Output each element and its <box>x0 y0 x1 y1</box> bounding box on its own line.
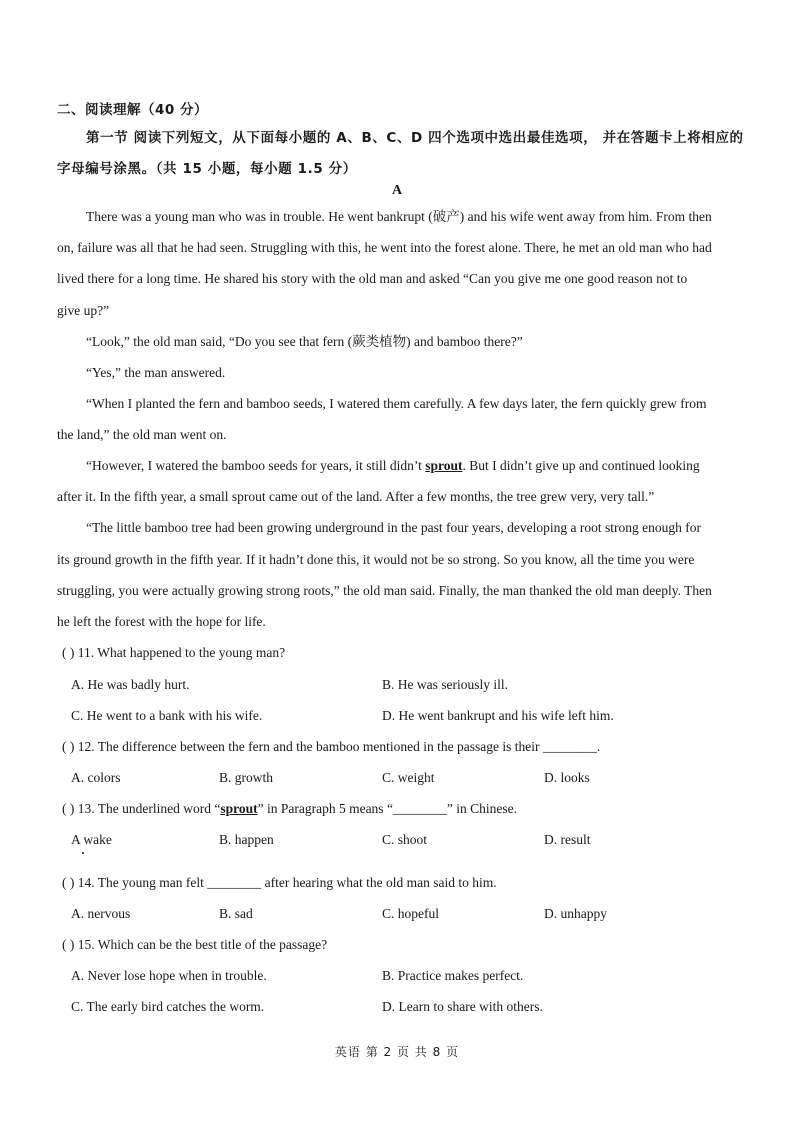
answer-option[interactable]: C. hopeful <box>382 906 439 921</box>
answer-option[interactable]: C. He went to a bank with his wife. <box>71 708 263 723</box>
answer-option[interactable]: C. weight <box>382 770 435 785</box>
passage-line: “Look,” the old man said, “Do you see that fern (蕨类植物) and bamboo there?” <box>86 334 523 349</box>
passage-line: give up?” <box>57 303 110 318</box>
answer-option[interactable]: D. result <box>544 832 591 847</box>
passage-line: the land,” the old man went on. <box>57 427 227 442</box>
passage-line: “Yes,” the man answered. <box>86 365 226 380</box>
answer-option[interactable]: B. Practice makes perfect. <box>382 968 524 983</box>
underlined-word: sprout <box>220 801 258 816</box>
question-stem <box>62 801 517 817</box>
answer-option[interactable]: D. unhappy <box>544 906 607 921</box>
question-text: ” in Paragraph 5 means “________” in Chinese. <box>257 801 518 816</box>
page-footer: 英语 第 2 页 共 8 页 <box>334 1045 460 1059</box>
passage-line: he left the forest with the hope for life. <box>57 614 266 629</box>
passage-line: “When I planted the fern and bamboo seeds, I watered them carefully. A few days later, the fern quickly grew from <box>86 396 707 411</box>
question-stem: ( ) 15. Which can be the best title of the passage? <box>62 937 328 952</box>
section-heading: 二、阅读理解（40 分） <box>57 102 208 118</box>
answer-option[interactable]: C. shoot <box>382 832 428 847</box>
passage-line: lived there for a long time. He shared his story with the old man and asked “Can you give me one good reason not to <box>57 271 688 286</box>
answer-option[interactable]: A. He was badly hurt. <box>71 677 190 692</box>
answer-option[interactable]: B. He was seriously ill. <box>382 677 508 692</box>
passage-line: struggling, you were actually growing strong roots,” the old man said. Finally, the man thanked the old man deeply. Then <box>57 583 712 598</box>
passage-text: . But I didn’t give up and continued looking <box>462 458 700 473</box>
answer-option[interactable]: A. Never lose hope when in trouble. <box>71 968 267 983</box>
instruction-line: 第一节 阅读下列短文，从下面每小题的 A、B、C、D 四个选项中选出最佳选项， 并在答题卡上将相应的 <box>86 130 744 146</box>
passage-text: “However, I watered the bamboo seeds for years, it still didn’t <box>86 458 426 473</box>
answer-option[interactable]: B. sad <box>219 906 253 921</box>
passage-line: “The little bamboo tree had been growing underground in the past four years, developing a root strong enough for <box>86 520 701 535</box>
answer-option[interactable]: B. happen <box>219 832 274 847</box>
answer-option[interactable]: C. The early bird catches the worm. <box>71 999 265 1014</box>
answer-option[interactable]: B. growth <box>219 770 273 785</box>
answer-option[interactable]: D. Learn to share with others. <box>382 999 543 1014</box>
passage-line: after it. In the fifth year, a small sprout came out of the land. After a few months, the tree grew very, very tall.” <box>57 489 655 504</box>
answer-option[interactable]: D. looks <box>544 770 590 785</box>
stray-dot <box>82 852 84 854</box>
question-stem: ( ) 12. The difference between the fern and the bamboo mentioned in the passage is their ________. <box>62 739 601 754</box>
answer-option[interactable]: A. colors <box>71 770 121 785</box>
question-stem: ( ) 11. What happened to the young man? <box>62 645 286 660</box>
passage-line <box>86 458 700 474</box>
question-stem: ( ) 14. The young man felt ________ after hearing what the old man said to him. <box>62 875 497 890</box>
instruction-line: 字母编号涂黑。（共 15 小题，每小题 1.5 分） <box>57 161 357 177</box>
question-text: ( ) 13. The underlined word “ <box>62 801 221 816</box>
passage-line: on, failure was all that he had seen. Struggling with this, he went into the forest alone. There, he met an old man who had <box>57 240 712 255</box>
answer-option[interactable]: D. He went bankrupt and his wife left him. <box>382 708 614 723</box>
answer-option[interactable]: A wake <box>71 832 112 847</box>
underlined-word: sprout <box>425 458 463 473</box>
answer-option[interactable]: A. nervous <box>71 906 131 921</box>
passage-line: its ground growth in the fifth year. If it hadn’t done this, it would not be so strong. So you know, all the time you were <box>57 552 695 567</box>
passage-line: There was a young man who was in trouble. He went bankrupt (破产) and his wife went away from him. From then <box>86 209 712 224</box>
passage-title: A <box>391 183 403 198</box>
